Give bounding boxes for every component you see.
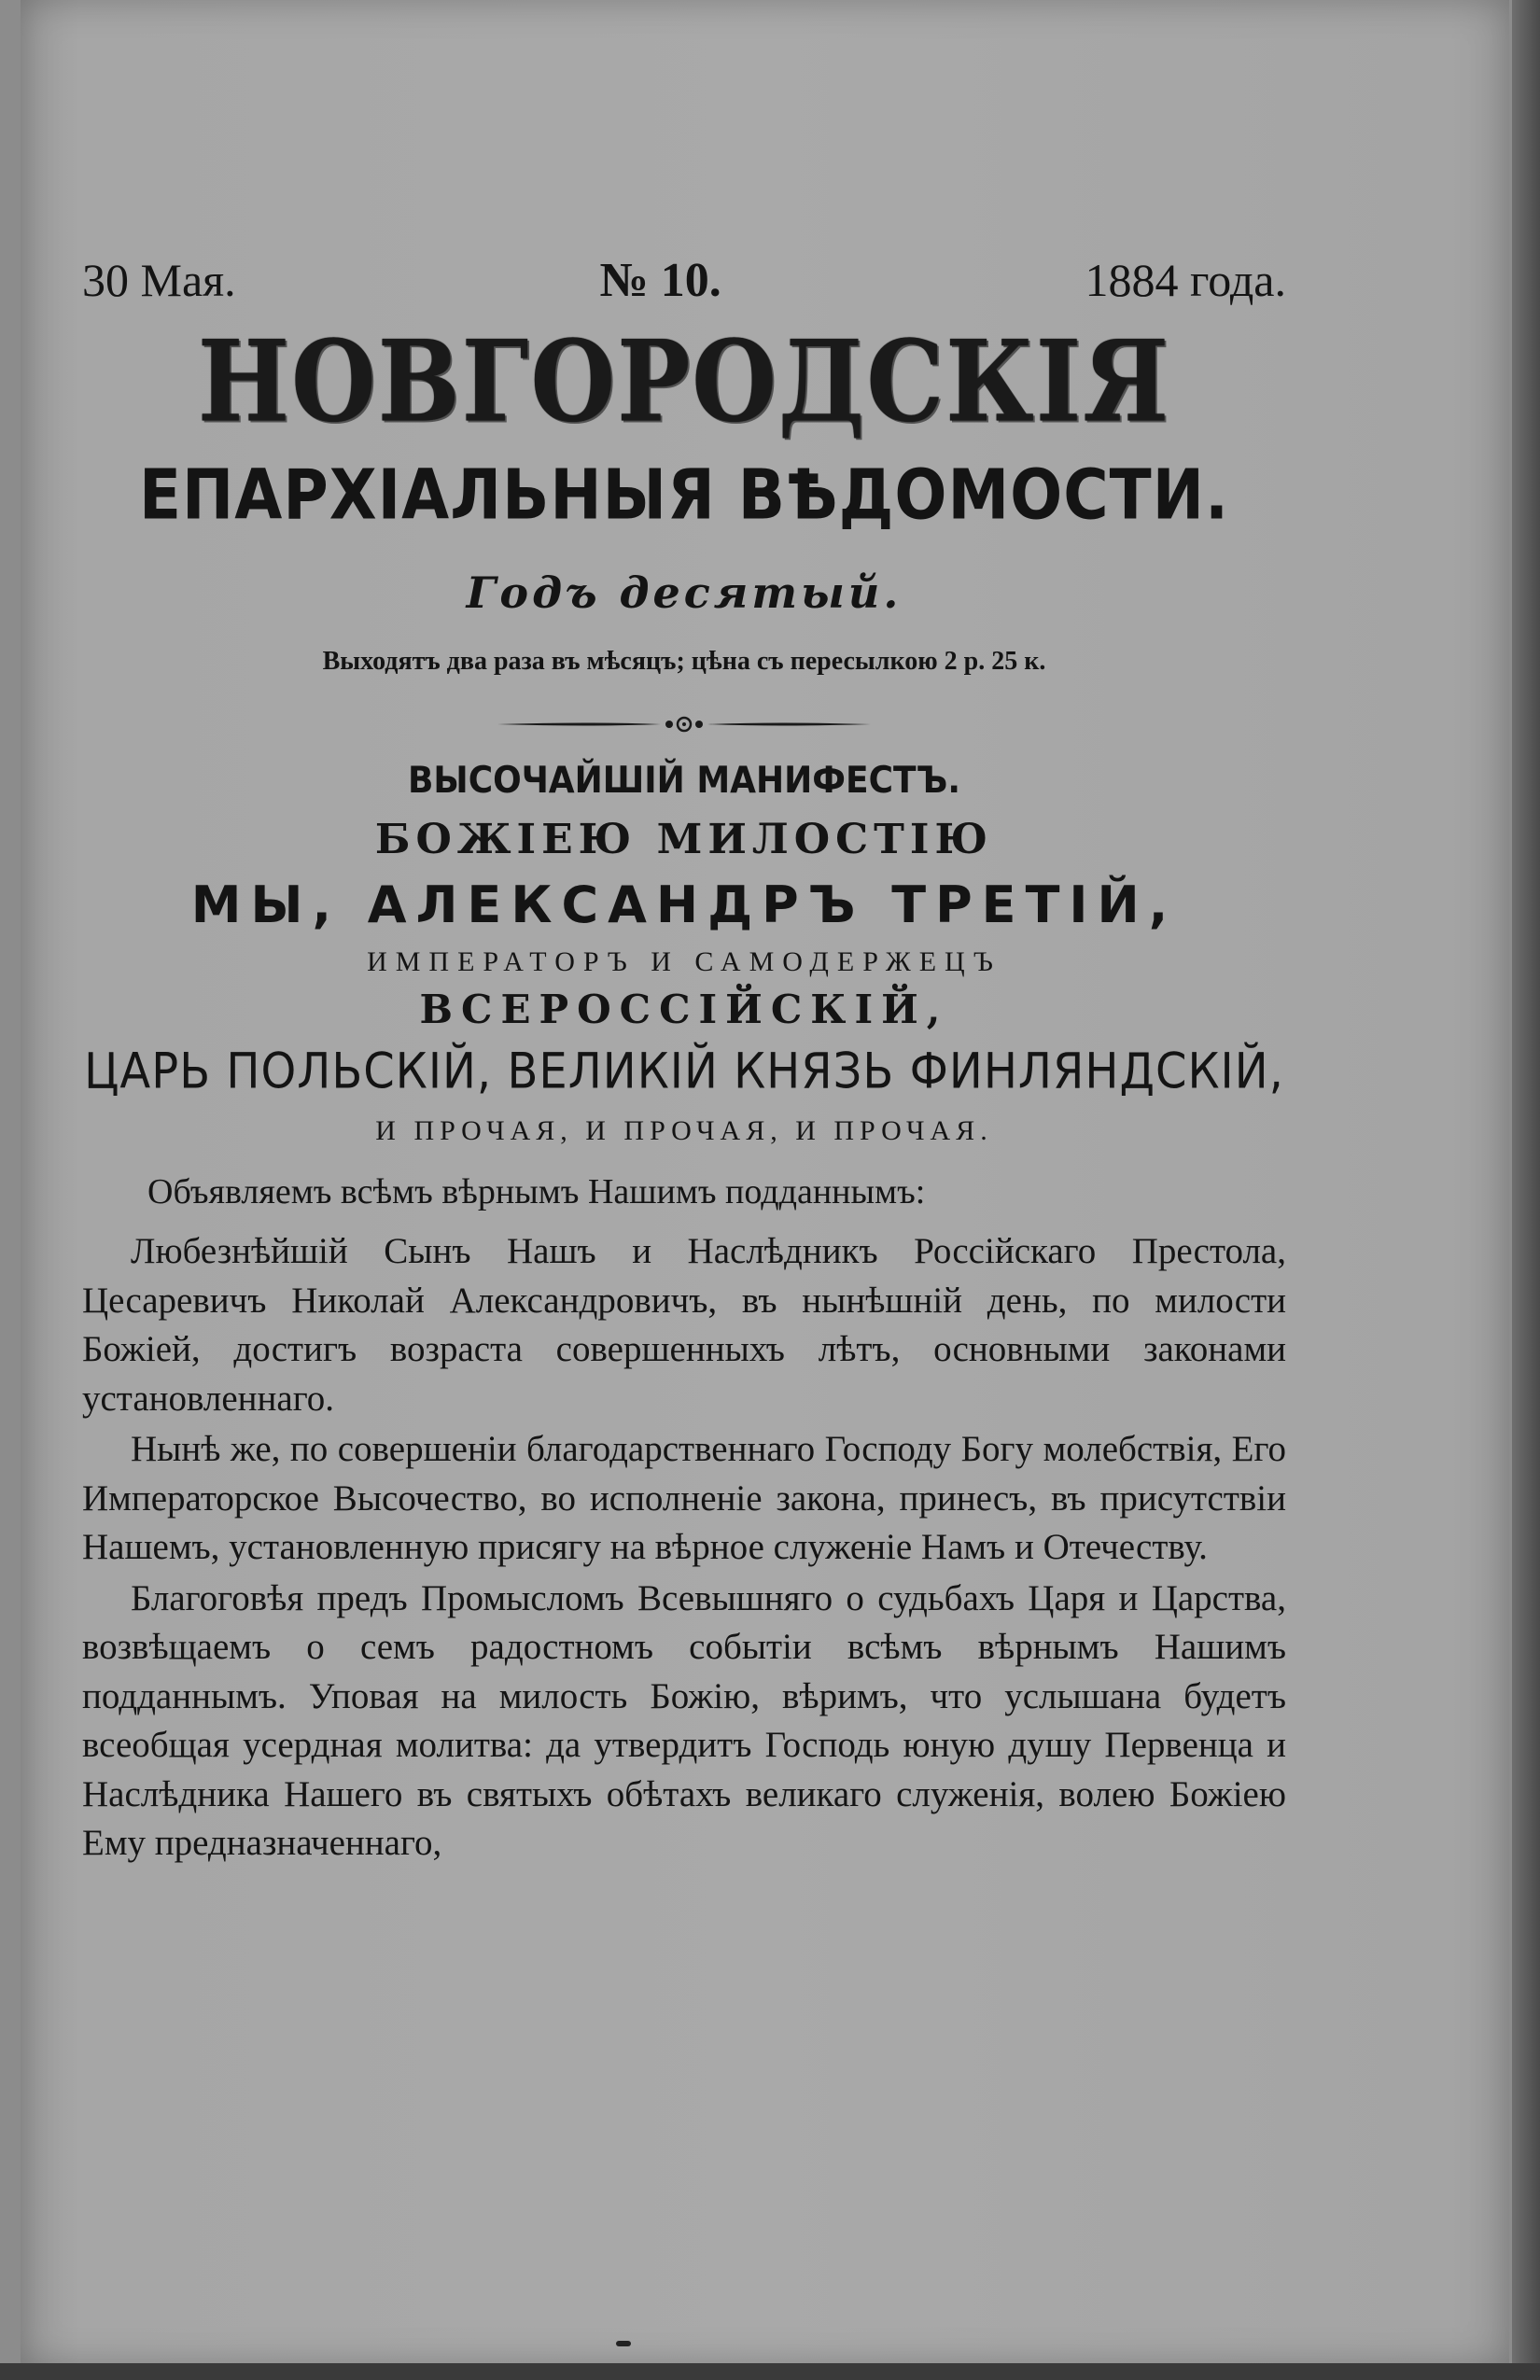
print-mark <box>616 2341 631 2346</box>
manifesto-grace: БОЖІЕЮ МИЛОСТІЮ <box>374 816 994 863</box>
masthead-subtitle: ЕПАРХІАЛЬНЫЯ ВѢДОМОСТИ. <box>138 455 1230 536</box>
body-paragraph: Нынѣ же, по совершеніи благодарственнаго Господу Богу молебствія, Его Императорское Высочество, во исполненіе закона, принесъ, въ присутствіи Нашемъ, установленную присягу на вѣрное служеніе Намъ и Отечеству. <box>82 1429 1286 1567</box>
page-edge-bottom <box>0 2363 1540 2380</box>
dateline <box>82 252 1286 309</box>
manifesto-body <box>82 1227 1286 1869</box>
page-edge-right <box>1512 0 1540 2380</box>
issue-number: № 10. <box>599 254 721 307</box>
page-content <box>82 252 1286 1869</box>
issue-year: 1884 года. <box>1085 254 1286 306</box>
masthead-title: НОВГОРОДСКІЯ <box>197 315 1171 448</box>
manifesto-announcement: Объявляемъ всѣмъ вѣрнымъ Нашимъ подданнымъ: <box>147 1172 926 1211</box>
year-label: Годъ десятый. <box>466 567 903 618</box>
body-paragraph: Любезнѣйшій Сынъ Нашъ и Наслѣдникъ Россійскаго Престола, Цесаревичъ Николай Александровичъ, въ нынѣшній день, по милости Божіей, достигъ возраста совершенныхъ лѣтъ, основными законами установленнаго. <box>82 1231 1286 1419</box>
manifesto-etc: И ПРОЧАЯ, И ПРОЧАЯ, И ПРОЧАЯ. <box>375 1115 993 1146</box>
manifesto-heading: ВЫСОЧАЙШІЙ МАНИФЕСТЪ. <box>407 759 961 802</box>
manifesto-all-russian: ВСЕРОССІЙСКІЙ, <box>419 987 949 1032</box>
ornament-divider <box>497 714 871 735</box>
manifesto-sovereign: МЫ, АЛЕКСАНДРЪ ТРЕТІЙ, <box>190 875 1178 934</box>
body-paragraph: Благоговѣя предъ Промысломъ Всевышняго о судьбахъ Царя и Царства, возвѣщаемъ о семъ радостномъ событіи всѣмъ вѣрнымъ Нашимъ подданнымъ. Уповая на милость Божію, вѣримъ, что услышана будетъ всеобщая усердная молитва: да утвердитъ Господь юную душу Первенца и Наслѣдника Нашего въ святыхъ обѣтахъ великаго служенія, волею Божіею Ему предназначеннаго, <box>82 1577 1286 1863</box>
manifesto-emperor-title: ИМПЕРАТОРЪ И САМОДЕРЖЕЦЪ <box>367 946 1001 977</box>
subscription-info: Выходятъ два раза въ мѣсяцъ; цѣна съ пересылкою 2 р. 25 к. <box>322 647 1046 676</box>
manifesto-king-title: ЦАРЬ ПОЛЬСКІЙ, ВЕЛИКІЙ КНЯЗЬ ФИНЛЯНДСКІЙ, <box>84 1043 1284 1100</box>
issue-date: 30 Мая. <box>82 254 236 306</box>
